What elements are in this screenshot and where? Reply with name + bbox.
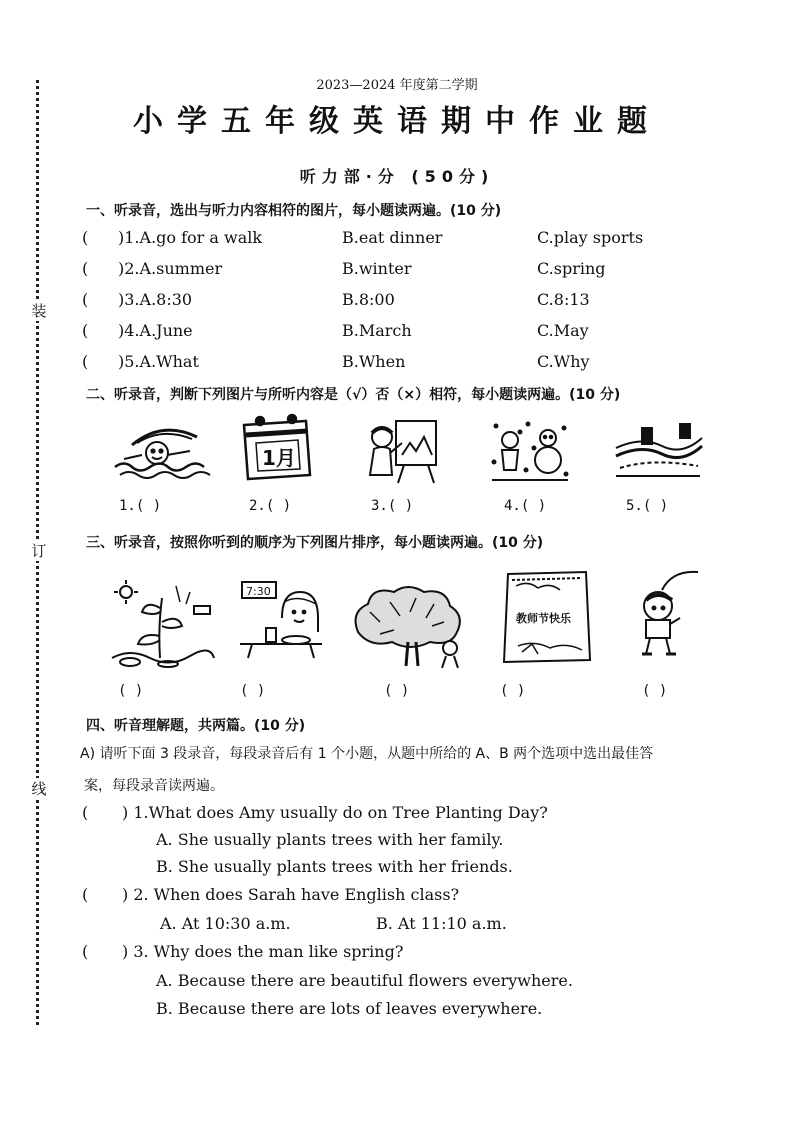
option-a: )4.A.June — [118, 321, 193, 340]
page-title: 小学五年级英语期中作业题 — [133, 104, 661, 139]
flowers-picture — [110, 578, 216, 668]
part2-label-1: 1.( ) — [119, 498, 162, 514]
term-label: 2023—2024 年度第二学期 — [316, 78, 478, 93]
question-2-option-a: A. At 10:30 a.m. — [160, 914, 291, 933]
part4-heading: 四、听音理解题，共两篇。(10 分) — [86, 718, 306, 734]
question-1-option-a: A. She usually plants trees with her family. — [156, 830, 504, 849]
option-c: C.May — [537, 321, 589, 340]
section-subtitle: 听力部·分 (50分) — [299, 167, 495, 186]
breakfast-picture — [238, 578, 324, 660]
answer-paren: ( — [82, 352, 89, 371]
snowman-picture — [490, 418, 570, 482]
part1-heading: 一、听录音，选出与听力内容相符的图片，每小题读两遍。(10 分) — [86, 203, 502, 219]
option-c: C.play sports — [537, 228, 644, 247]
answer-paren: ( — [82, 228, 89, 247]
option-b: B.winter — [342, 259, 412, 278]
question-1: ) 1.What does Amy usually do on Tree Planting Day? — [122, 803, 548, 822]
option-a: )3.A.8:30 — [118, 290, 193, 309]
option-b: B.March — [342, 321, 412, 340]
binding-char-xian: 线 — [28, 778, 50, 799]
option-b: B.eat dinner — [342, 228, 443, 247]
teachers-day-card-picture — [498, 570, 594, 666]
painting-picture — [362, 415, 442, 485]
option-c: C.Why — [537, 352, 590, 371]
question-2-option-b: B. At 11:10 a.m. — [376, 914, 507, 933]
card-text: 教师节快乐 — [516, 612, 571, 625]
question-2: ) 2. When does Sarah have English class? — [122, 885, 460, 904]
exercising-boy-picture — [632, 566, 708, 658]
option-b: B.8:00 — [342, 290, 395, 309]
answer-paren: ( — [82, 259, 89, 278]
answer-paren: ( — [82, 290, 89, 309]
part3-label-4: ( ) — [500, 683, 526, 699]
option-b: B.When — [342, 352, 406, 371]
tree-picture — [350, 582, 468, 668]
part1-item-4 — [82, 321, 732, 345]
part4-intro-line1: A) 请听下面 3 段录音，每段录音后有 1 个小题，从题中所给的 A、B 两个选项中选出最佳答 — [80, 746, 654, 762]
question-3-paren: ( — [82, 942, 89, 961]
part1-item-2 — [82, 259, 732, 283]
question-2-paren: ( — [82, 885, 89, 904]
part3-label-3: ( ) — [384, 683, 410, 699]
part3-label-1: ( ) — [118, 683, 144, 699]
calendar-text: 1月 — [262, 446, 296, 470]
part3-heading: 三、听录音，按照你听到的顺序为下列图片排序，每小题读两遍。(10 分) — [86, 535, 544, 551]
option-a: )2.A.summer — [118, 259, 223, 278]
part3-label-2: ( ) — [240, 683, 266, 699]
calendar-picture — [236, 413, 316, 485]
part1-item-1 — [82, 228, 732, 252]
question-3-option-a: A. Because there are beautiful flowers everywhere. — [156, 971, 573, 990]
part3-label-5: ( ) — [642, 683, 668, 699]
swimming-picture — [112, 415, 212, 483]
option-c: C.spring — [537, 259, 606, 278]
part2-label-5: 5.( ) — [626, 498, 669, 514]
option-a: )5.A.What — [118, 352, 199, 371]
option-a: )1.A.go for a walk — [118, 228, 263, 247]
part2-label-4: 4.( ) — [504, 498, 547, 514]
part1-item-3 — [82, 290, 732, 314]
option-c: C.8:13 — [537, 290, 590, 309]
answer-paren: ( — [82, 321, 89, 340]
part2-label-3: 3.( ) — [371, 498, 414, 514]
question-1-paren: ( — [82, 803, 89, 822]
part1-item-5 — [82, 352, 732, 376]
binding-char-zhuang: 装 — [28, 300, 50, 321]
question-3: ) 3. Why does the man like spring? — [122, 942, 404, 961]
great-wall-picture — [612, 418, 704, 480]
clock-text: 7:30 — [246, 585, 271, 598]
part4-intro-line2: 案，每段录音读两遍。 — [84, 778, 224, 794]
part2-heading: 二、听录音，判断下列图片与所听内容是（√）否（×）相符，每小题读两遍。(10 分) — [86, 387, 621, 403]
question-1-option-b: B. She usually plants trees with her friends. — [156, 857, 513, 876]
binding-char-ding: 订 — [28, 540, 50, 561]
question-3-option-b: B. Because there are lots of leaves everywhere. — [156, 999, 543, 1018]
part2-label-2: 2.( ) — [249, 498, 292, 514]
